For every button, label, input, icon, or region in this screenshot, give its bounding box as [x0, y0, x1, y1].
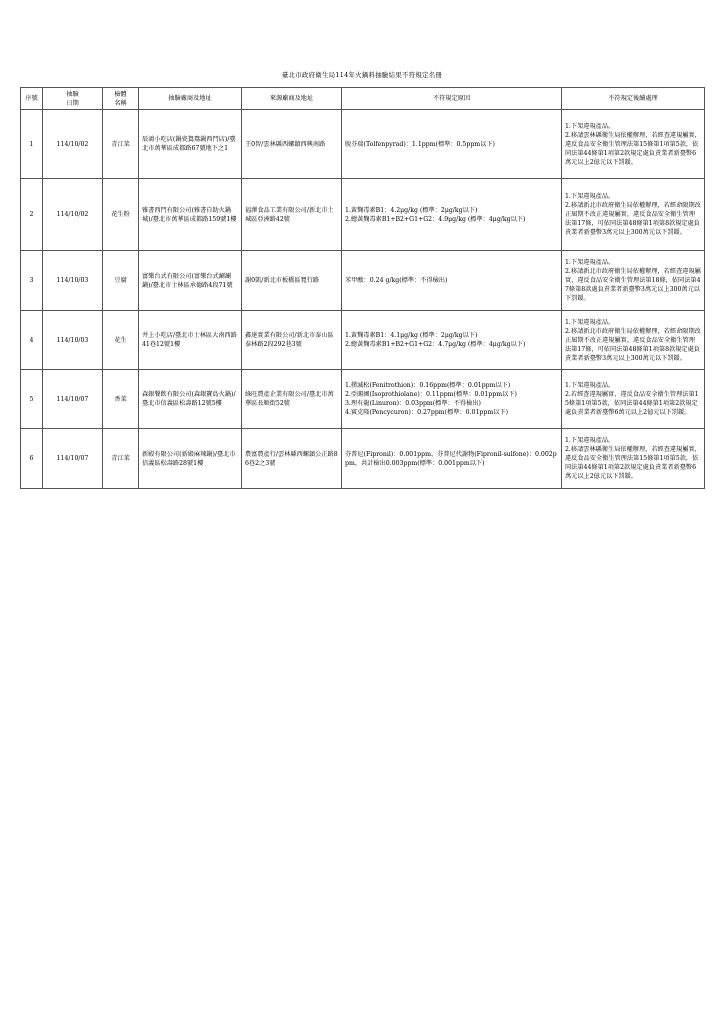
reason-line: 脫芬瑞(Tolfenpyrad)：1.1ppm(標準：0.5ppm以下): [345, 140, 495, 148]
action-line: 1.下架違規產品。: [565, 122, 615, 130]
cell-action: [562, 251, 705, 311]
cell-reason: [342, 370, 562, 429]
cell-action: [562, 429, 705, 489]
cell-action: [562, 370, 705, 429]
reason-line: 4.賓克隆(Pencycuron)：0.27ppm(標準：0.01ppm以下): [345, 409, 508, 416]
cell-product: 青江菜: [103, 429, 139, 489]
reason-line: 芬普尼(Fipronil)：0.001ppm、芬普尼代謝物(Fipronil-sulfone)：0.002ppm，共計檢出0.003ppm(標準：0.001ppm以下): [345, 450, 557, 467]
cell-action: [562, 110, 705, 179]
cell-reason: [342, 179, 562, 251]
table-row: [21, 370, 705, 429]
action-line: 2.移請雲林縣衛生局依權辦理，若經查違規屬實，違反食品安全衛生管理法第15條第1項第5款，依同法第44條第1項第2款規定處負責業者新臺幣6萬元以上2億元以下罰鍰。: [565, 131, 701, 166]
cell-vendor: 森銀餐飲有限公司(森銀寶島火鍋)/臺北市信義區松壽路12號5樓: [139, 370, 242, 429]
cell-source: 綠旺農產企業有限公司/臺北市萬華區長順街52號: [242, 370, 342, 429]
page-title: 臺北市政府衛生局114年火鍋料抽驗結果不符規定名冊: [281, 71, 443, 79]
cell-date: 114/10/02: [43, 110, 103, 179]
cell-source: 鑫達實業有限公司/新北市泰山區泰林路2段292巷3號: [242, 311, 342, 370]
reason-line: 苯甲酸：0.24 g/kg(標準：不得檢出): [345, 277, 448, 284]
cell-reason: [342, 429, 562, 489]
cell-no: 3: [21, 251, 43, 311]
cell-date: 114/10/07: [43, 429, 103, 489]
cell-no: 1: [21, 110, 43, 179]
reason-line: 2.亞賜圃(Isoprothiolane)：0.11ppm(標準：0.01ppm以下): [345, 391, 517, 398]
action-line: 2.移請雲林縣衛生局依權辦理，若經查違規屬實，違反食品安全衛生管理法第15條第1項第5款，依同法第44條第1項第2款規定處負責業者新臺幣6萬元以上2億元以下罰鍰。: [565, 446, 701, 480]
table-row: [21, 429, 705, 489]
cell-product: 青江菜: [103, 110, 139, 179]
cell-source: 王0智/雲林縣西螺鎮西興南路: [242, 110, 342, 179]
header-product-line2: 名稱: [114, 99, 127, 107]
cell-action: [562, 179, 705, 251]
action-line: 2.若經查違規屬實，違反食品安全衛生管理法第15條第1項第5款，依同法第44條第1項第2款規定處負責業者新臺幣6萬元以上2億元以下罰鍰。: [565, 391, 699, 416]
cell-no: 4: [21, 311, 43, 370]
table-row: [21, 179, 705, 251]
cell-date: 114/10/02: [43, 179, 103, 251]
cell-product: 花生: [103, 311, 139, 370]
cell-source: 農富農產行/雲林縣西螺鎮公正路86巷2之3號: [242, 429, 342, 489]
cell-vendor: 富樂台式有限公司(富樂台式涮涮鍋)/臺北市士林區承德路4段71號: [139, 251, 242, 311]
action-line: 1.下架違規產品。: [565, 437, 615, 444]
cell-vendor: 井上小吃店/臺北市士林區大南西路41巷12號1樓: [139, 311, 242, 370]
reason-line: 2.總黃麴毒素B1+B2+G1+G2：4.9μg/kg (標準：4μg/kg以下): [345, 215, 526, 223]
cell-reason: [342, 311, 562, 370]
cell-no: 5: [21, 370, 43, 429]
results-table: [20, 87, 705, 489]
cell-product: 花生粉: [103, 179, 139, 251]
table-row: [21, 311, 705, 370]
header-source: 來源廠商及地址: [242, 88, 342, 110]
cell-source: 福澤食品工業有限公司/新北市土城區亞洲路42號: [242, 179, 342, 251]
header-vendor: 抽驗廠商及地址: [139, 88, 242, 110]
header-date-line2: 日期: [66, 99, 79, 107]
reason-line: 1.撲滅松(Fenitrothion)：0.16ppm(標準：0.01ppm以下): [345, 382, 511, 389]
action-line: 1.下架違規產品。: [565, 193, 615, 200]
header-date: [43, 88, 103, 110]
action-line: 2.移請新北市政府衛生局依權辦理，若經查違規屬實，違反食品安全衛生管理法第18條，依同法第47條第8款處負責業者新臺幣3萬元以上300萬元以下罰鍰。: [565, 268, 701, 302]
header-product: [103, 88, 139, 110]
cell-date: 114/10/07: [43, 370, 103, 429]
cell-date: 114/10/03: [43, 311, 103, 370]
action-line: 1.下架違規產品。: [565, 318, 615, 326]
action-line: 2.移請新北市政府衛生局依權辦理，若經命限期改正屆期不改正違規屬實，違反食品安全衛生管理法第17條，可依同法第48條第1項第8款規定處負責業者新臺幣3萬元以上300萬元以下罰鍰。: [565, 202, 701, 236]
reason-line: 1.黃麴毒素B1：4.1μg/kg (標準：2μg/kg以下): [345, 332, 478, 339]
reason-line: 3.理有龍(Linuron)：0.03ppm(標準：不得檢出): [345, 400, 481, 407]
cell-reason: [342, 251, 562, 311]
cell-product: 豆腐: [103, 251, 139, 311]
cell-source: 謝0凱/新北市板橋區寬行路: [242, 251, 342, 311]
cell-action: [562, 311, 705, 370]
action-line: 1.下架違規產品。: [565, 259, 615, 266]
header-date-line1: 抽驗: [66, 90, 79, 98]
reason-line: 2.總黃麴毒素B1+B2+G1+G2：4.7μg/kg (標準：4μg/kg以下): [345, 341, 526, 348]
cell-date: 114/10/03: [43, 251, 103, 311]
header-product-line1: 檢體: [114, 90, 127, 98]
cell-no: 2: [21, 179, 43, 251]
cell-product: 香菜: [103, 370, 139, 429]
cell-no: 6: [21, 429, 43, 489]
cell-vendor: 辰鴻小吃店(鍋瓷鴛鴦鍋西門店)/臺北市萬華區成都路67號地下之1: [139, 110, 242, 179]
header-action: 不符規定後續處理: [562, 88, 705, 110]
reason-line: 1.黃麴毒素B1：4.2μg/kg (標準：2μg/kg以下): [345, 206, 478, 214]
cell-reason: [342, 110, 562, 179]
cell-vendor: 雅書西門有限公司(雅書自助火鍋城)/臺北市萬華區成都路159號1樓: [139, 179, 242, 251]
table-header-row: [21, 88, 705, 110]
table-row: [21, 110, 705, 179]
header-reason: 不符規定原因: [342, 88, 562, 110]
action-line: 1.下架違規產品。: [565, 382, 615, 389]
table-row: [21, 251, 705, 311]
header-no: 序號: [21, 88, 43, 110]
action-line: 2.移請新北市政府衛生局依權辦理，若經命限期改正屆期不改正違規屬實，違反食品安全衛生管理法第17條，可依同法第48條第1項第8款規定處負責業者新臺幣3萬元以上300萬元以下罰鍰。: [565, 327, 701, 362]
cell-vendor: 新殿有限公司(新殿麻辣鍋)/臺北市信義區松壽路28號1樓: [139, 429, 242, 489]
